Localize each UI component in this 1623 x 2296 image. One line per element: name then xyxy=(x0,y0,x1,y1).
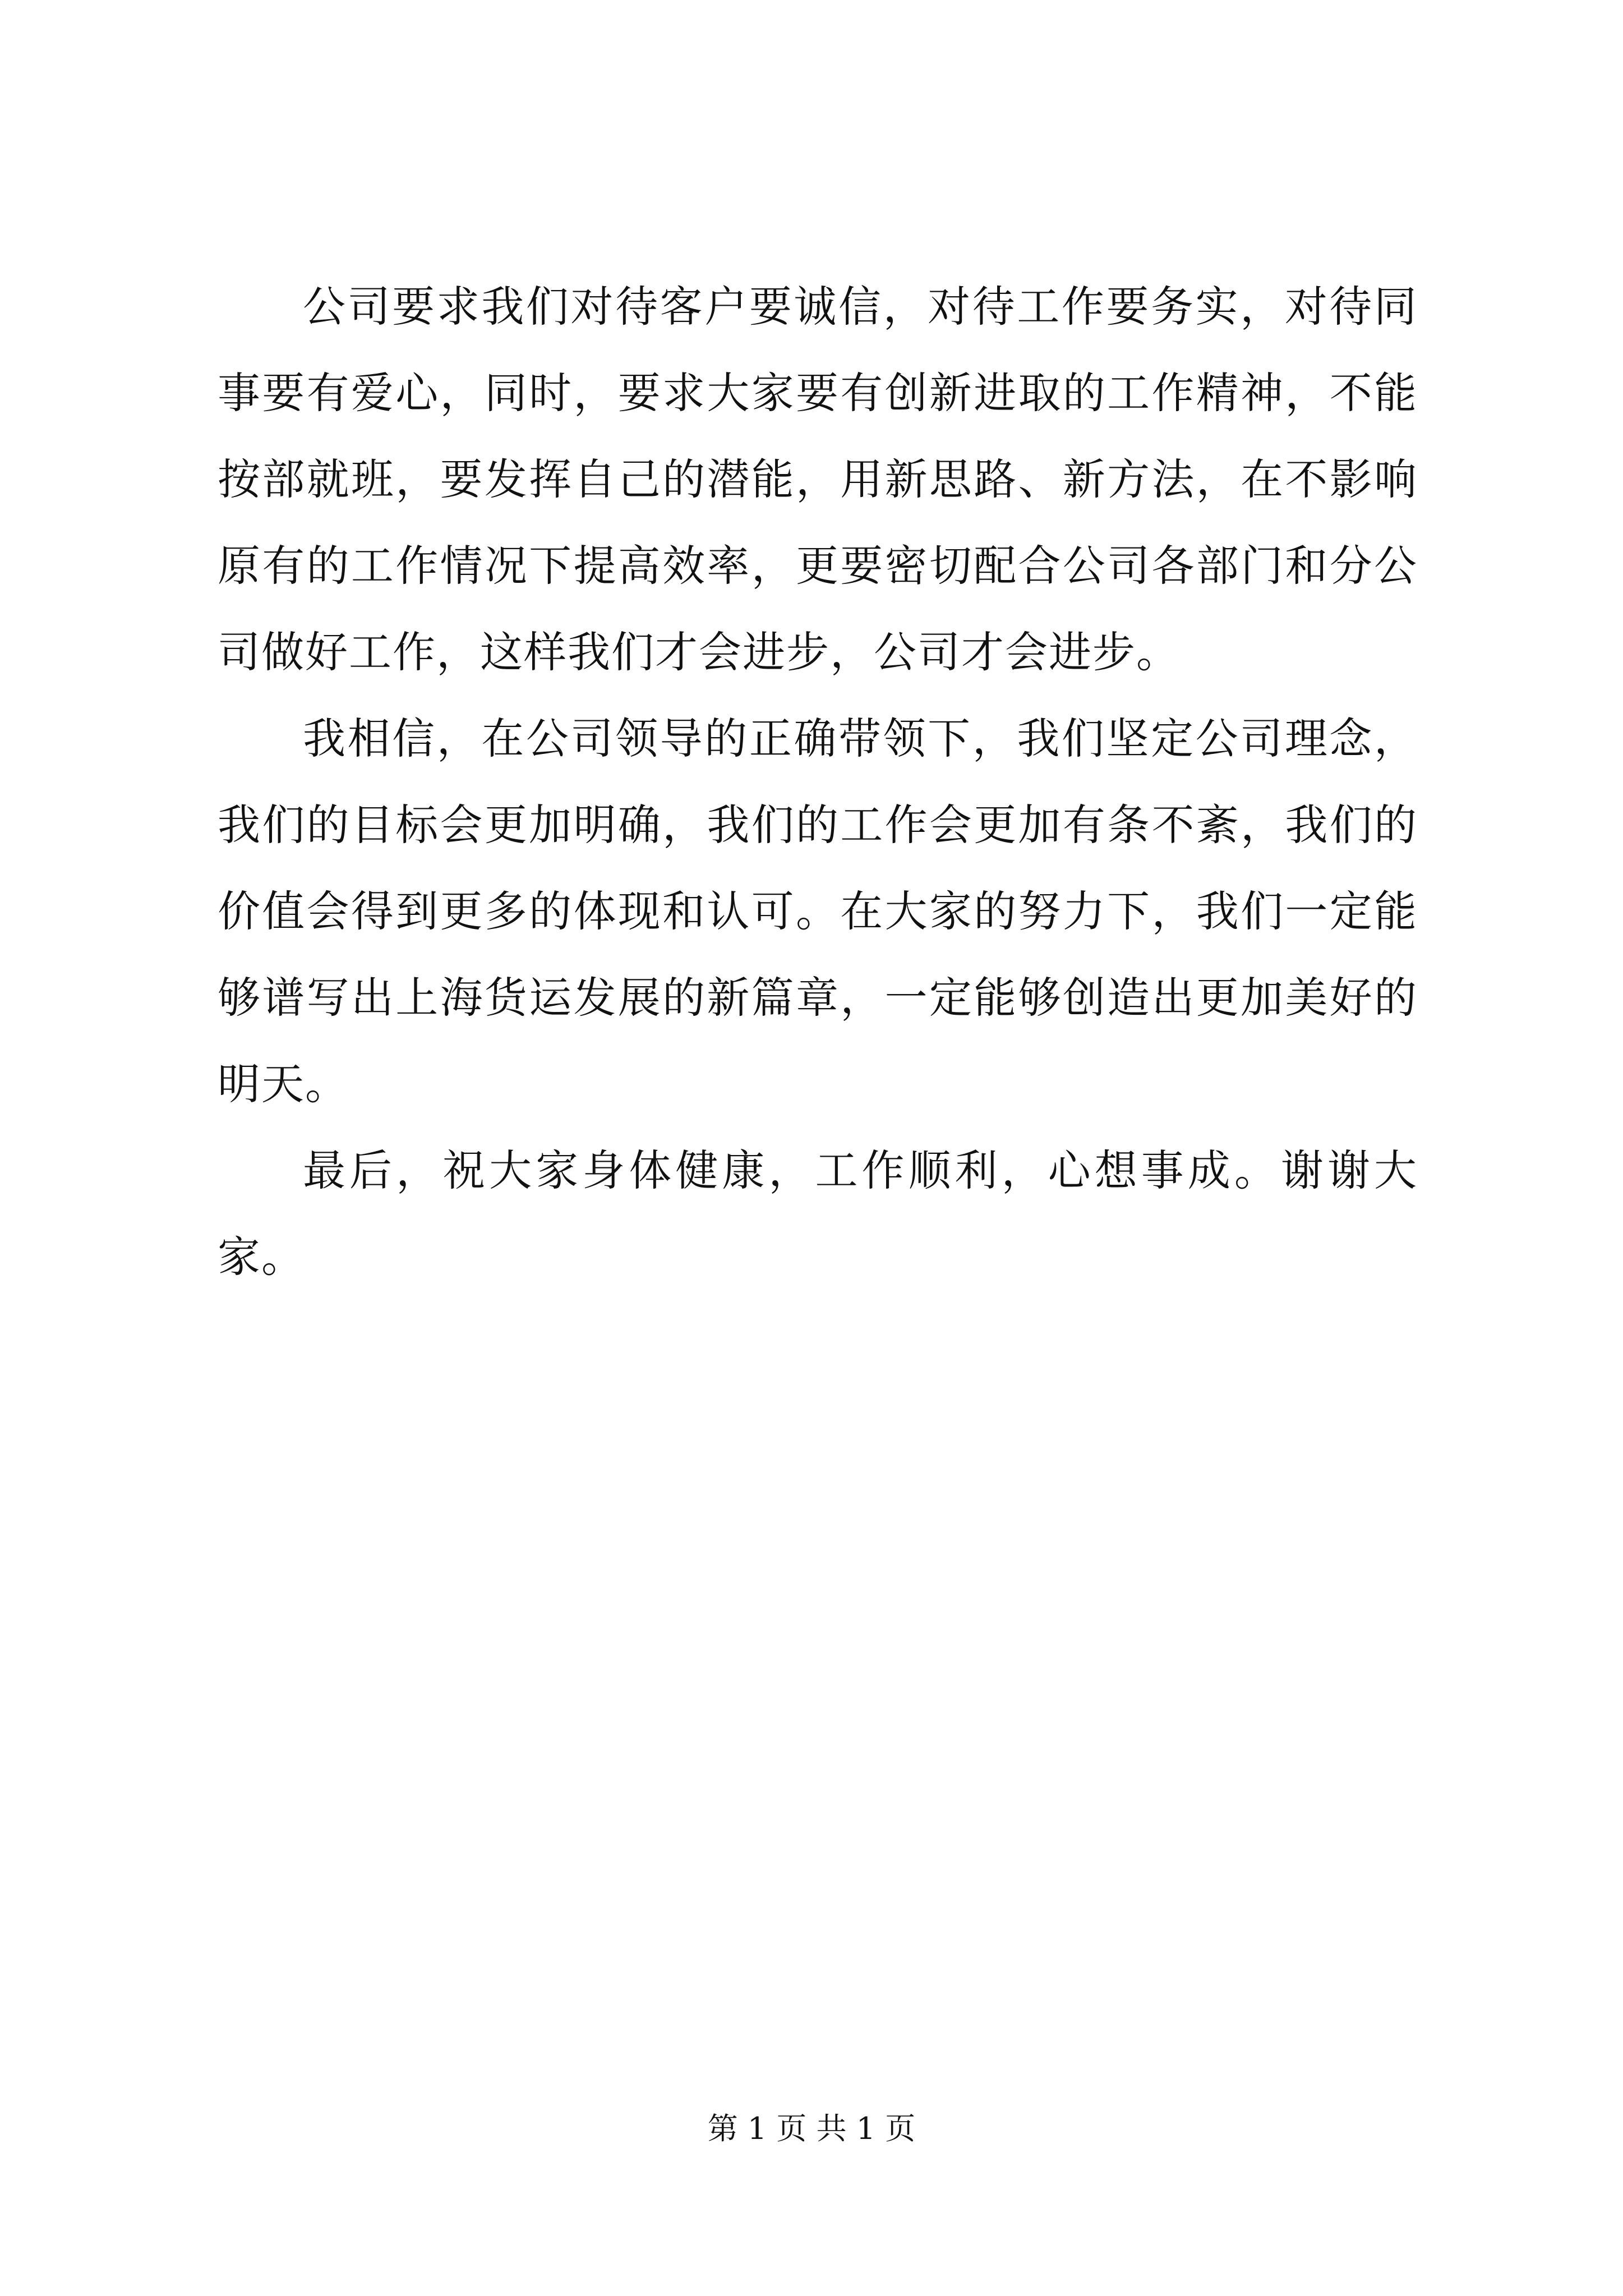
page-footer: 第 1 页 共 1 页 xyxy=(707,2111,916,2146)
paragraph-1: 公司要求我们对待客户要诚信，对待工作要务实，对待同事要有爱心，同时，要求大家要有创新进取的工作精神，不能按部就班，要发挥自己的潜能，用新思路、新方法，在不影响原有的工作情况下提高效率，更要密切配合公司各部门和分公司做好工作，这样我们才会进步，公司才会进步。 xyxy=(218,282,1418,677)
paragraph-3: 最后，祝大家身体健康，工作顺利，心想事成。谢谢大家。 xyxy=(218,1145,1418,1282)
document-body xyxy=(218,264,1418,1300)
paragraph-2: 我相信，在公司领导的正确带领下，我们坚定公司理念，我们的目标会更加明确，我们的工作会更加有条不紊，我们的价值会得到更多的体现和认可。在大家的努力下，我们一定能够谱写出上海货运发展的新篇章，一定能够创造出更加美好的明天。 xyxy=(218,714,1418,1109)
